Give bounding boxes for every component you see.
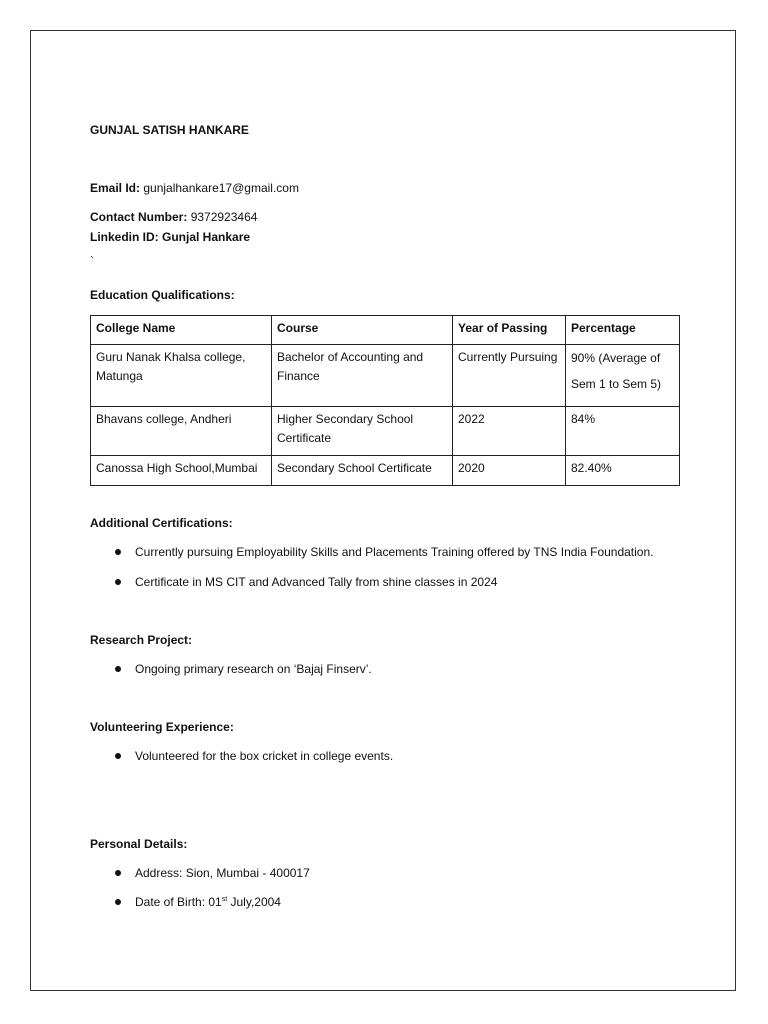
bullet-icon: [115, 579, 121, 585]
certification-item: Currently pursuing Employability Skills and Placements Training offered by TNS India Foundation.: [135, 545, 654, 559]
bullet-icon: [115, 899, 121, 905]
column-header: Course: [272, 316, 453, 345]
table-cell: 2022: [453, 407, 566, 456]
table-cell: 90% (Average of Sem 1 to Sem 5): [566, 345, 680, 407]
dob-item: [135, 895, 281, 909]
phone-value: 9372923464: [190, 210, 258, 224]
table-header-row: [91, 316, 680, 345]
table-cell: Currently Pursuing: [453, 345, 566, 407]
table-cell: Guru Nanak Khalsa college, Matunga: [91, 345, 272, 407]
phone-line: [90, 210, 257, 224]
volunteering-item: Volunteered for the box cricket in college events.: [135, 749, 394, 763]
research-heading: Research Project:: [90, 633, 193, 647]
table-row: [91, 456, 680, 486]
email-value: gunjalhankare17@gmail.com: [143, 181, 299, 195]
research-item: Ongoing primary research on ‘Bajaj Finserv’.: [135, 662, 372, 676]
education-table: [90, 315, 680, 486]
table-cell: Higher Secondary School Certificate: [272, 407, 453, 456]
email-label: Email Id:: [90, 181, 141, 195]
personal-heading: Personal Details:: [90, 837, 188, 851]
table-cell: Canossa High School,Mumbai: [91, 456, 272, 486]
certifications-heading: Additional Certifications:: [90, 516, 233, 530]
stray-mark: `: [90, 254, 94, 268]
table-cell: Bhavans college, Andheri: [91, 407, 272, 456]
table-row: [91, 407, 680, 456]
table-cell: 82.40%: [566, 456, 680, 486]
certification-item: Certificate in MS CIT and Advanced Tally from shine classes in 2024: [135, 575, 498, 589]
volunteering-heading: Volunteering Experience:: [90, 720, 234, 734]
bullet-icon: [115, 549, 121, 555]
dob-prefix: Date of Birth: 01: [135, 895, 222, 909]
bullet-icon: [115, 870, 121, 876]
column-header: Year of Passing: [453, 316, 566, 345]
dob-ordinal: st: [221, 896, 228, 903]
column-header: Percentage: [566, 316, 680, 345]
table-cell: Bachelor of Accounting and Finance: [272, 345, 453, 407]
linkedin-line: Linkedin ID: Gunjal Hankare: [90, 230, 251, 244]
bullet-icon: [115, 753, 121, 759]
table-cell: 84%: [566, 407, 680, 456]
table-row: [91, 345, 680, 407]
education-heading: Education Qualifications:: [90, 288, 235, 302]
phone-label: Contact Number:: [90, 210, 188, 224]
table-cell: Secondary School Certificate: [272, 456, 453, 486]
table-cell: 2020: [453, 456, 566, 486]
address-item: Address: Sion, Mumbai - 400017: [135, 866, 310, 880]
candidate-name: GUNJAL SATISH HANKARE: [90, 123, 249, 137]
email-line: [90, 181, 299, 195]
dob-suffix: July,2004: [227, 895, 281, 909]
bullet-icon: [115, 666, 121, 672]
column-header: College Name: [91, 316, 272, 345]
